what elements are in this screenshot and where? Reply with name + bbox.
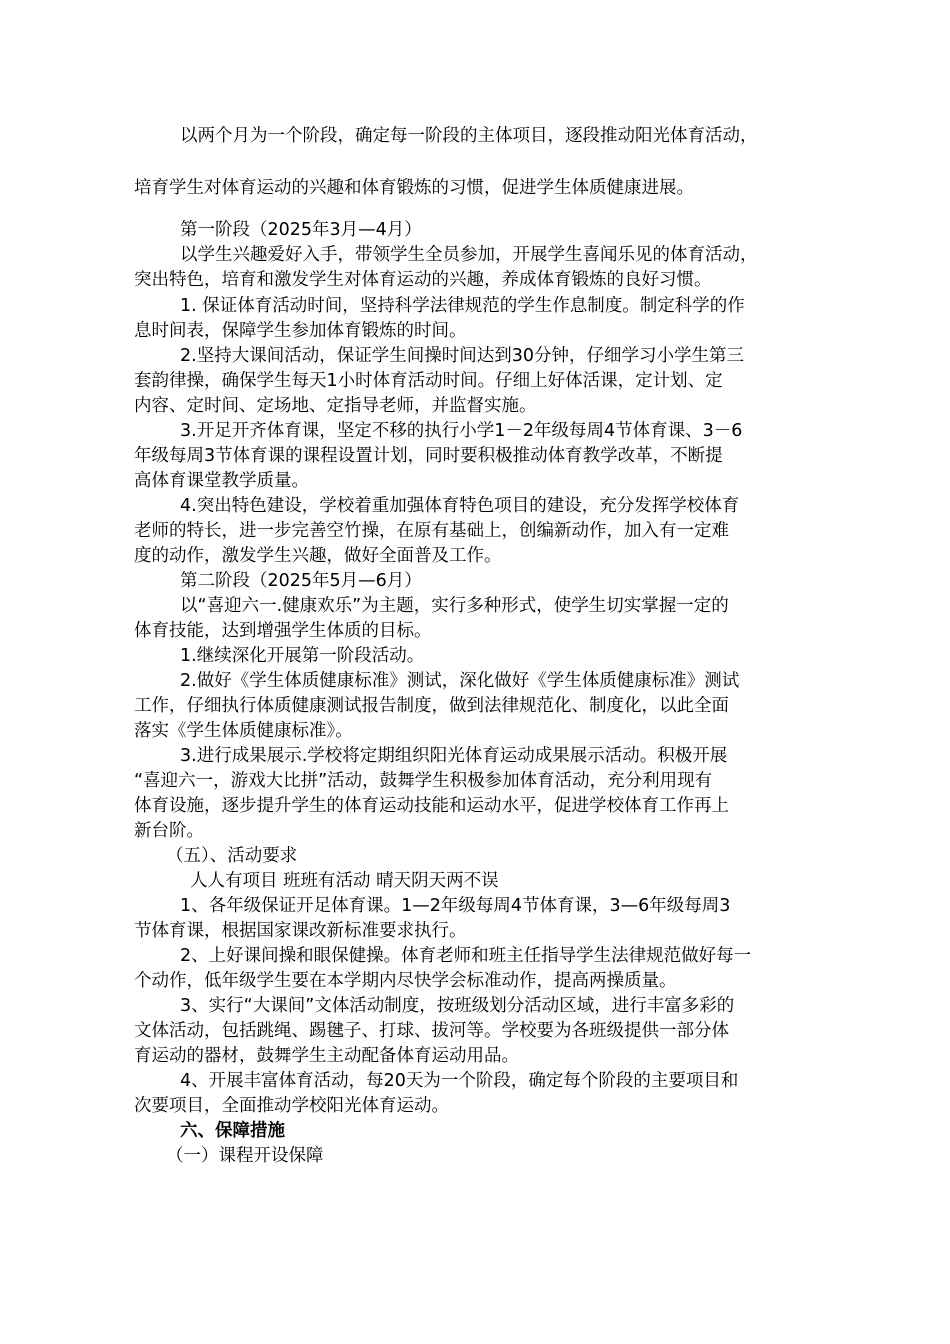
list-item-cont: 内容、定时间、定场地、定指导老师，并监督实施。 <box>134 396 537 416</box>
list-item-cont: 文体活动，包括跳绳、踢毽子、打球、拔河等。学校要为各班级提供一部分体 <box>134 1021 729 1041</box>
paragraph-line: 体育技能，达到增强学生体质的目标。 <box>134 621 432 641</box>
section-6-heading: 六、保障措施 <box>180 1121 285 1141</box>
list-item-cont: 年级每周3节体育课的课程设置计划，同时要积极推动体育教学改革，不断提 <box>134 446 723 466</box>
list-item: 1、各年级保证开足体育课。1—2年级每周4节体育课，3—6年级每周3 <box>180 896 731 916</box>
list-item-cont: 落实《学生体质健康标准》。 <box>134 721 353 741</box>
list-item: 1. 保证体育活动时间，坚持科学法律规范的学生作息制度。制定科学的作 <box>180 296 745 316</box>
text-run: 以两个月为一个阶段，确定每一阶段的主体项目，逐段推动阳光体育活动， <box>180 126 758 146</box>
list-item-cont: 新台阶。 <box>134 821 204 841</box>
list-item-cont: 息时间表，保障学生参加体育锻炼的时间。 <box>134 321 467 341</box>
slogan: 人人有项目 班班有活动 晴天阴天两不误 <box>190 871 499 891</box>
list-item-cont: 老师的特长，进一步完善空竹操，在原有基础上，创编新动作，加入有一定难 <box>134 521 729 541</box>
list-item-cont: “喜迎六一，游戏大比拼”活动，鼓舞学生积极参加体育活动，充分利用现有 <box>134 771 713 791</box>
requirements-heading: （五）、活动要求 <box>166 846 298 866</box>
list-item-cont: 育运动的器材，鼓舞学生主动配备体育运动用品。 <box>134 1046 519 1066</box>
list-item: 2、上好课间操和眼保健操。体育老师和班主任指导学生法律规范做好每一 <box>180 946 752 966</box>
paragraph-line: 以“喜迎六一.健康欢乐”为主题，实行多种形式，使学生切实掌握一定的 <box>180 596 729 616</box>
stage-1-heading: 第一阶段（2025年3月—4月） <box>180 220 422 240</box>
paragraph-line: 突出特色，培育和激发学生对体育运动的兴趣，养成体育锻炼的良好习惯。 <box>134 270 712 290</box>
list-item: 3.进行成果展示.学校将定期组织阳光体育运动成果展示活动。积极开展 <box>180 746 728 766</box>
paragraph-line: 以学生兴趣爱好入手，带领学生全员参加，开展学生喜闻乐见的体育活动， <box>180 245 758 265</box>
list-item-cont: 个动作，低年级学生要在本学期内尽快学会标准动作，提高两操质量。 <box>134 971 677 991</box>
list-item-cont: 套韵律操，确保学生每天1小时体育活动时间。仔细上好体活课，定计划、定 <box>134 371 723 391</box>
list-item-cont: 工作，仔细执行体质健康测试报告制度，做到法律规范化、制度化，以此全面 <box>134 696 729 716</box>
list-item: 4.突出特色建设，学校着重加强体育特色项目的建设，充分发挥学校体育 <box>180 496 740 516</box>
list-item: 4、开展丰富体育活动，每20天为一个阶段，确定每个阶段的主要项目和 <box>180 1071 739 1091</box>
list-item-cont: 体育设施，逐步提升学生的体育运动技能和运动水平，促进学校体育工作再上 <box>134 796 729 816</box>
list-item: 3.开足开齐体育课，坚定不移的执行小学1－2年级每周4节体育课、3－6 <box>180 421 743 441</box>
list-item-cont: 高体育课堂教学质量。 <box>134 471 309 491</box>
list-item-cont: 次要项目，全面推动学校阳光体育运动。 <box>134 1096 449 1116</box>
paragraph-line <box>0 124 797 148</box>
list-item-cont: 节体育课，根据国家课改新标准要求执行。 <box>134 921 467 941</box>
list-item: 3、实行“大课间”文体活动制度，按班级划分活动区域，进行丰富多彩的 <box>180 996 735 1016</box>
subsection-heading: （一）课程开设保障 <box>166 1146 324 1166</box>
paragraph-line: 培育学生对体育运动的兴趣和体育锻炼的习惯，促进学生体质健康进展。 <box>134 178 694 198</box>
list-item: 2.坚持大课间活动，保证学生间操时间达到30分钟，仔细学习小学生第三 <box>180 346 744 366</box>
stage-2-heading: 第二阶段（2025年5月—6月） <box>180 571 422 591</box>
list-item-cont: 度的动作，激发学生兴趣，做好全面普及工作。 <box>134 546 502 566</box>
list-item: 2.做好《学生体质健康标准》测试，深化做好《学生体质健康标准》测试 <box>180 671 740 691</box>
list-item: 1.继续深化开展第一阶段活动。 <box>180 646 425 666</box>
